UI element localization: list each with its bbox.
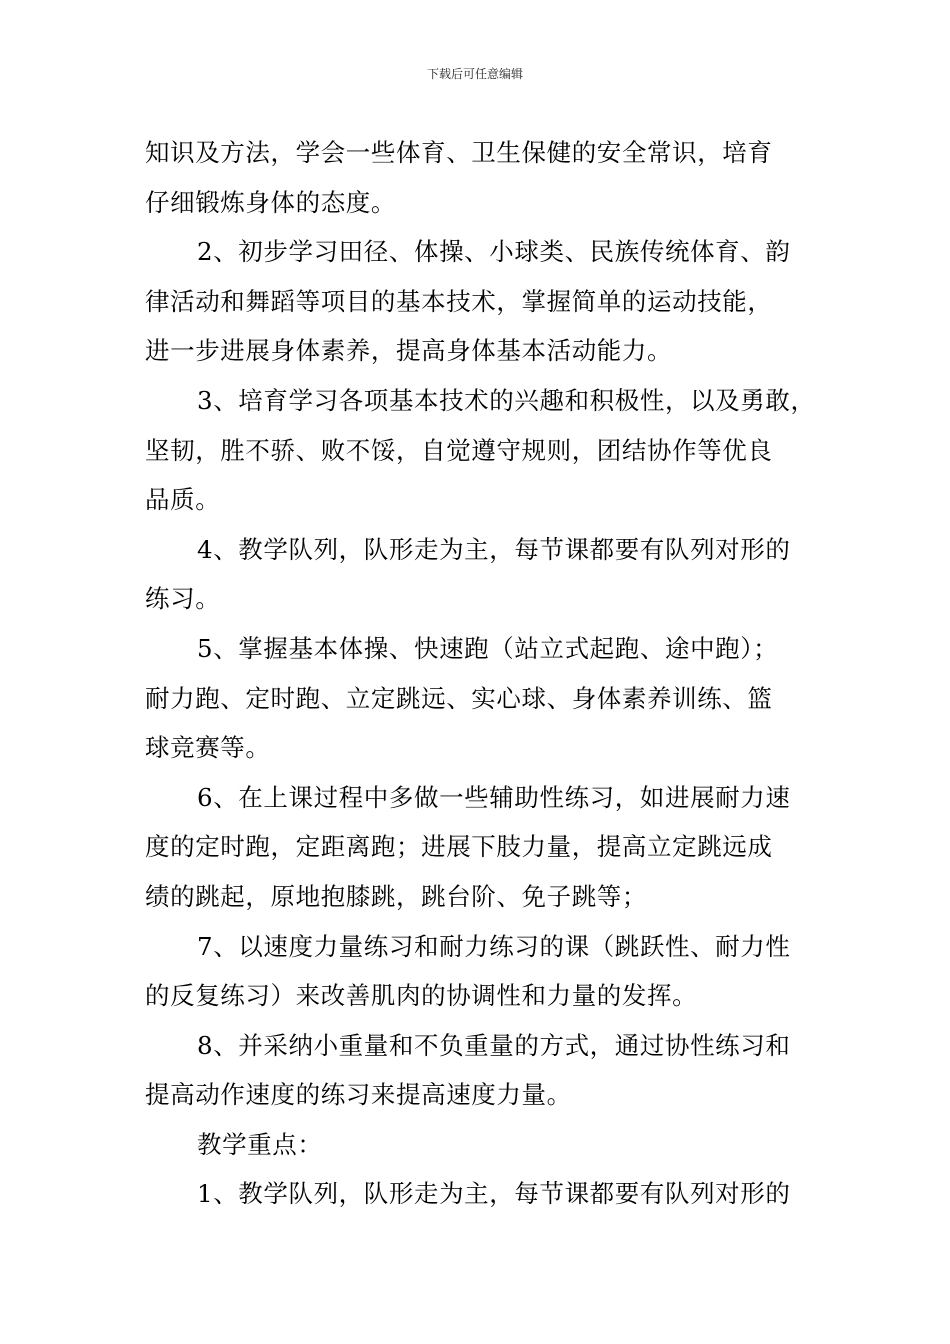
page-header: 下载后可任意编辑 <box>426 67 523 81</box>
paragraph-line: 仔细锻炼身体的态度。 <box>145 187 396 217</box>
document-body <box>145 128 815 1219</box>
paragraph-line: 1、教学队列，队形走为主，每节课都要有队列对形的 <box>197 1179 791 1209</box>
paragraph-line: 度的定时跑，定距离跑；进展下肢力量，提高立定跳远成 <box>145 832 773 862</box>
paragraph-line: 6、在上课过程中多做一些辅助性练习，如进展耐力速 <box>197 782 791 812</box>
paragraph-line: 7、以速度力量练习和耐力练习的课（跳跃性、耐力性 <box>197 931 791 961</box>
paragraph-line: 提高动作速度的练习来提高速度力量。 <box>145 1080 572 1110</box>
paragraph-line: 耐力跑、定时跑、立定跳远、实心球、身体素养训练、篮 <box>145 683 773 713</box>
paragraph-line: 4、教学队列，队形走为主，每节课都要有队列对形的 <box>197 534 791 564</box>
paragraph-line: 教学重点： <box>197 1129 323 1159</box>
paragraph-line: 练习。 <box>145 584 221 614</box>
paragraph-line: 8、并采纳小重量和不负重量的方式，通过协性练习和 <box>197 1030 791 1060</box>
paragraph-line: 进一步进展身体素养，提高身体基本活动能力。 <box>145 336 673 366</box>
paragraph-line: 绩的跳起，原地抱膝跳，跳台阶、免子跳等； <box>145 881 647 911</box>
paragraph-line: 坚韧，胜不骄、败不馁，自觉遵守规则，团结协作等优良 <box>145 435 773 465</box>
paragraph-line: 知识及方法，学会一些体育、卫生保健的安全常识，培育 <box>145 138 773 167</box>
paragraph-line: 的反复练习）来改善肌肉的协调性和力量的发挥。 <box>145 981 698 1011</box>
paragraph-line: 律活动和舞蹈等项目的基本技术，掌握简单的运动技能， <box>145 286 773 316</box>
paragraph-line: 2、初步学习田径、体操、小球类、民族传统体育、韵 <box>197 237 791 267</box>
paragraph-line: 球竞赛等。 <box>145 733 271 763</box>
paragraph-line: 3、培育学习各项基本技术的兴趣和积极性，以及勇敢， <box>197 385 816 415</box>
paragraph-line: 品质。 <box>145 485 221 515</box>
paragraph-line: 5、掌握基本体操、快速跑（站立式起跑、途中跑）； <box>197 633 779 663</box>
